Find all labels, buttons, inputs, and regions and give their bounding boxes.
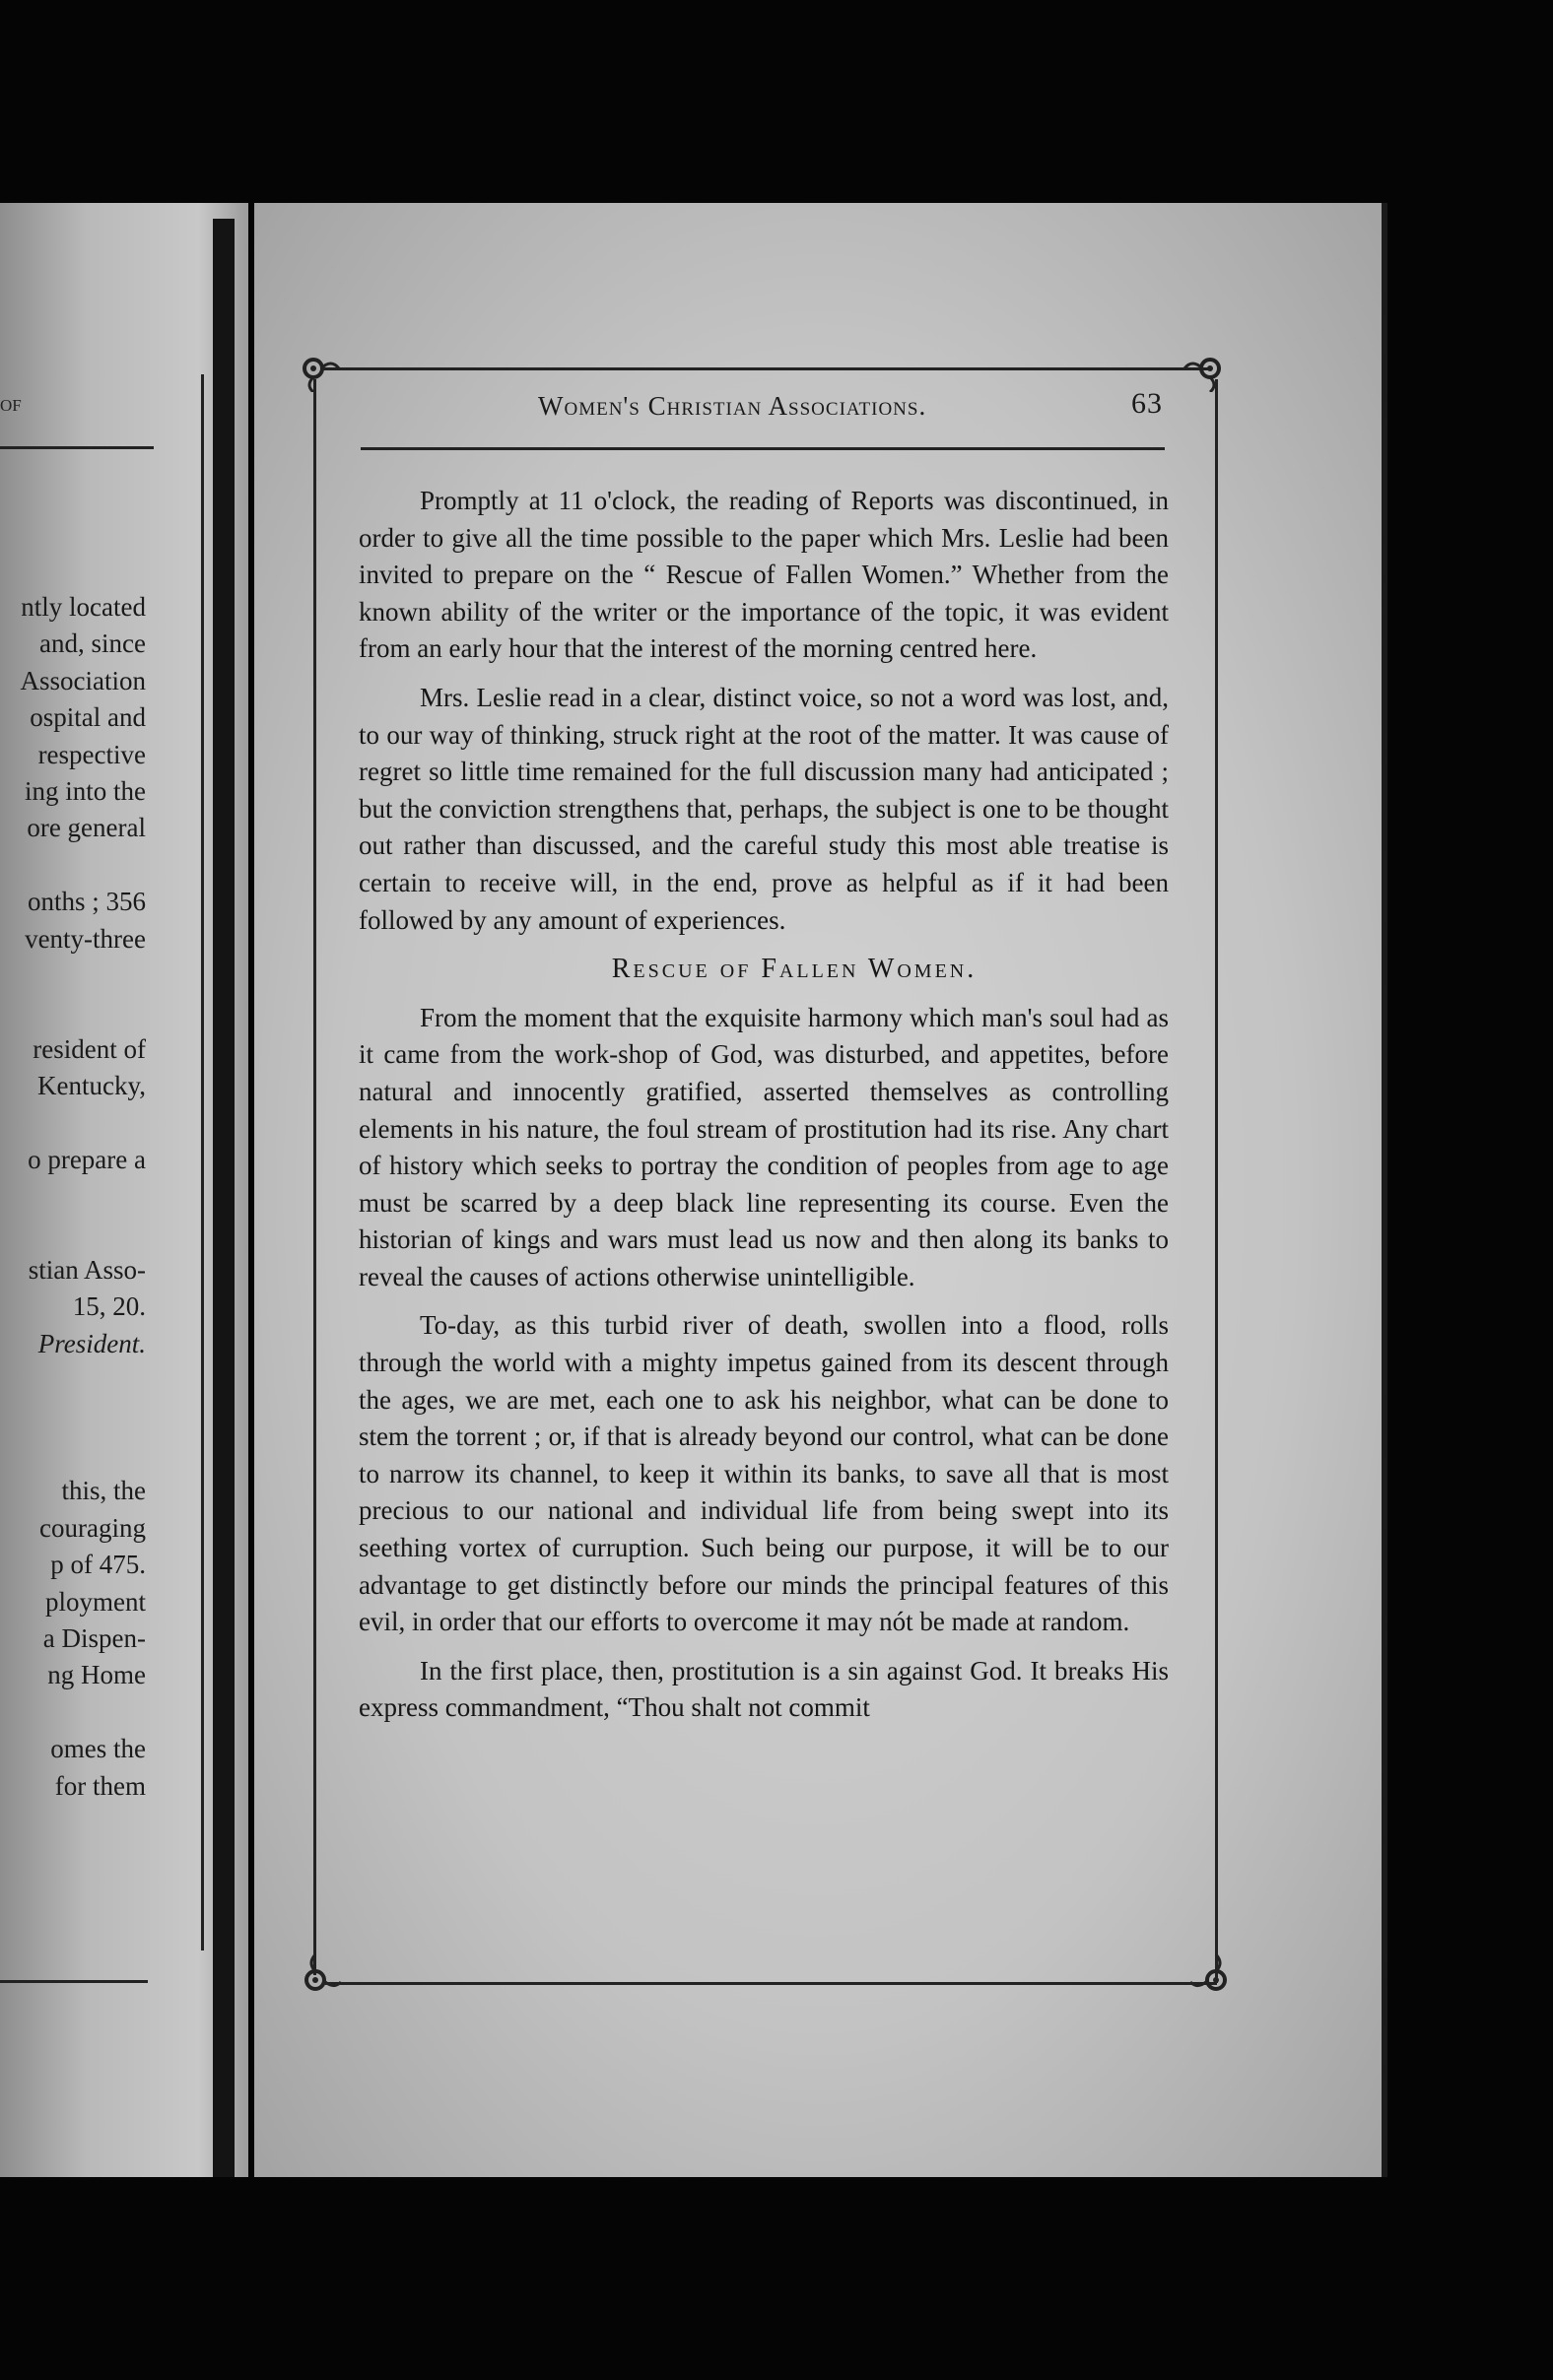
left-page-frame-line [201, 374, 204, 1950]
corner-ornament-bottom-right [1188, 1954, 1230, 1996]
left-page-line: stian Asso- [28, 1255, 146, 1286]
paragraph: In the first place, then, prostitution is a sin against God. It breaks His express commandment, “Thou shalt not commit [359, 1655, 1169, 1723]
paragraph: To-day, as this turbid river of death, swollen into a flood, rolls through the world with a mighty impetus gained from its descent through the ages, we are met, each one to ask his neighbor, what can be done to stem the torrent ; or, if that is already beyond our control, what can be done to narrow its channel, to keep it within its banks, to save all that is most precious to our national and individual life from being swept into its seething vortex of curruption. Such being our purpose, it will be to our advantage to get distinctly before our minds the principal features of this evil, in order that our efforts to overcome it may nót be made at random. [359, 1310, 1169, 1637]
left-page-line [0, 958, 146, 994]
left-page-line: ore general [27, 813, 146, 843]
left-page-line: 15, 20. [72, 1291, 146, 1322]
left-page-line [0, 1400, 146, 1436]
left-page-line: this, the [61, 1476, 146, 1506]
corner-ornament-bottom-left [302, 1954, 343, 1996]
body-text [359, 483, 1169, 1739]
book-spine [213, 219, 235, 2177]
left-page-line [0, 1362, 146, 1399]
left-page-line: for them [54, 1770, 146, 1801]
header-rule [361, 447, 1165, 450]
section-heading: Rescue of Fallen Women. [611, 954, 978, 985]
frame-bottom-rule [325, 1982, 1217, 1985]
left-page-line [0, 1178, 146, 1215]
left-page-running-head: of [0, 391, 22, 417]
left-page-line [0, 847, 146, 884]
paragraph: From the moment that the exquisite harmony which man's soul had as it came from the work-shop of God, was disturbed, and appetites, before natural and innocently gratified, asserted themselves as controlling elements in his nature, the foul stream of prostitution had its rise. Any chart of history which seeks to portray the condition of peoples from age to age must be scarred by a deep black line representing its course. Even the historian of kings and wars must lead us now and then along its banks to reveal the causes of actions otherwise unintelligible. [359, 1002, 1169, 1291]
frame-right-rule [1215, 379, 1218, 1983]
paragraph: Mrs. Leslie read in a clear, distinct voice, so not a word was lost, and, to our way of thinking, struck right at the root of the matter. It was cause of regret so little time remained for the full discussion many had anticipated ; but the conviction strengthens that, perhaps, the subject is one to be thought out rather than discussed, and the careful study this most able treatise is certain to receive will, in the end, prove as helpful as if it had been followed by any amount of experiences. [359, 682, 1169, 935]
left-page-text [0, 589, 146, 1805]
left-page-line [0, 1436, 146, 1473]
left-page-line: couraging [39, 1512, 146, 1543]
running-head [361, 389, 1165, 432]
left-page-line: a Dispen- [42, 1622, 146, 1653]
left-page-line: ntly located [21, 592, 146, 622]
frame-top-rule [323, 367, 1210, 370]
left-page-line: and, since [39, 628, 146, 659]
corner-ornament-top-left [300, 351, 341, 392]
left-page-footer-rule [0, 1980, 148, 1983]
left-page-line: onths ; 356 [27, 887, 146, 917]
left-page-line: Association [20, 665, 146, 695]
left-page-line [0, 1216, 146, 1252]
paragraph: Promptly at 11 o'clock, the reading of Reports was discontinued, in order to give all the time possible to the paper which Mrs. Leslie had been invited to prepare on the “ Rescue of Fallen Women.” Whether from the known ability of the writer or the importance of the topic, it was evident from an early hour that the interest of the morning centred here. [359, 486, 1169, 664]
left-page-line: ng Home [47, 1660, 146, 1690]
left-page-line: ospital and [30, 702, 146, 733]
running-head-title: Women's Christian Associations. [538, 391, 927, 421]
left-page-line: ing into the [25, 775, 146, 806]
left-page-line: President. [37, 1328, 146, 1358]
left-page-line [0, 994, 146, 1030]
left-page-line: omes the [50, 1734, 146, 1764]
left-page-line: venty-three [25, 923, 146, 954]
left-page-line [0, 1694, 146, 1731]
page-number: 63 [1131, 387, 1163, 420]
left-page-line: p of 475. [50, 1550, 146, 1580]
left-page-header-rule [0, 446, 154, 449]
left-page-line: resident of [33, 1033, 146, 1064]
left-page-line: respective [37, 739, 146, 769]
left-page-line [0, 1104, 146, 1141]
left-page-line: o prepare a [28, 1144, 146, 1174]
left-page-line: ployment [45, 1586, 146, 1617]
corner-ornament-top-right [1182, 351, 1224, 392]
frame-left-rule [313, 379, 316, 1975]
left-page-line: Kentucky, [37, 1071, 146, 1101]
